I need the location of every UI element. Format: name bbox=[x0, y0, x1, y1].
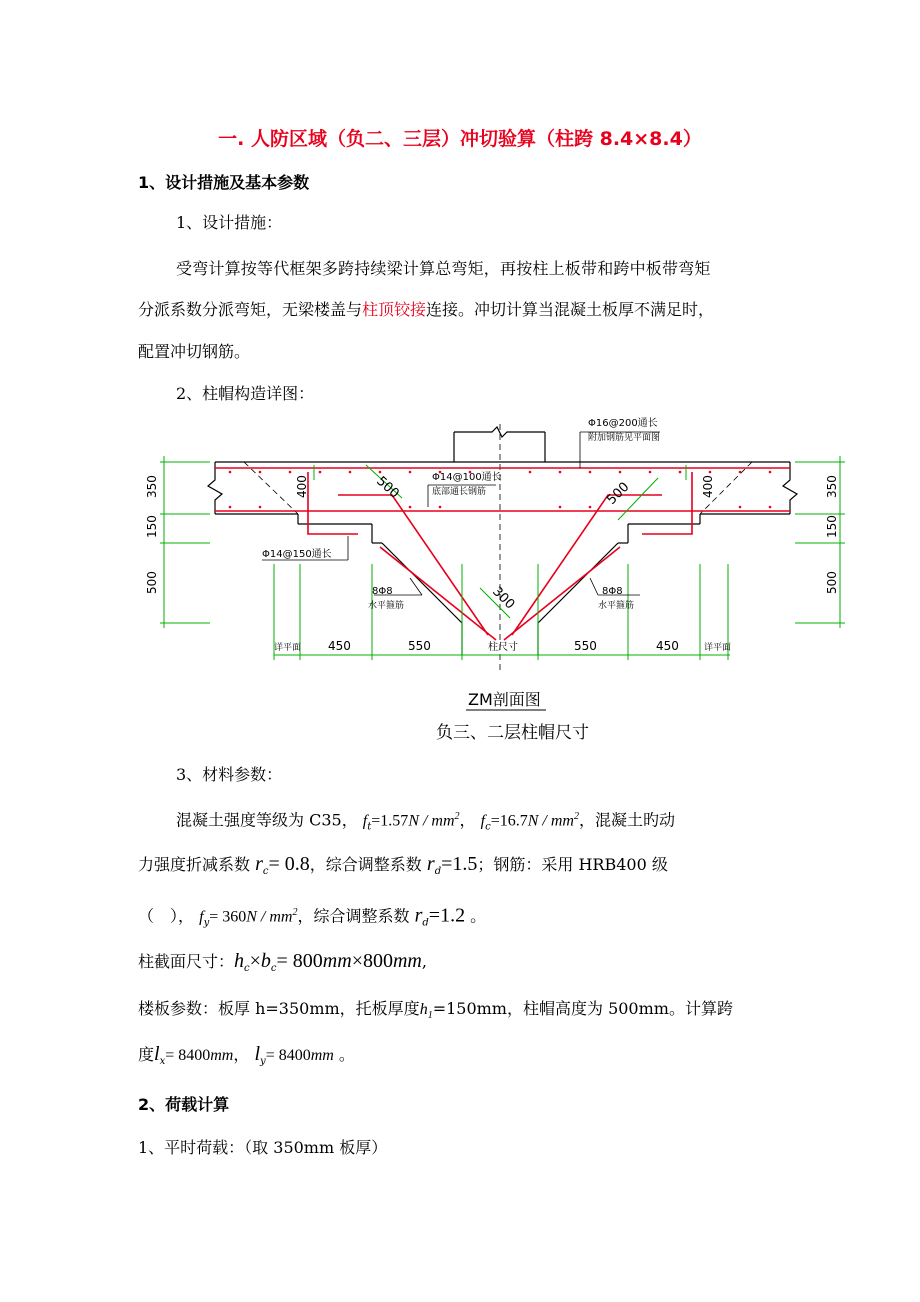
dimension-label: 详平面 bbox=[704, 643, 732, 653]
paragraph-line: 受弯计算按等代框架多跨持续梁计算总弯矩，再按柱上板带和跨中板带弯矩 bbox=[176, 259, 711, 278]
dimension-label: 400 bbox=[701, 475, 715, 498]
dimension-label: 350 bbox=[825, 475, 839, 498]
formula-line: （ ）， $f_y= 360N / mm^2$，综合调整系数 $r_d=1.2$ 。 bbox=[138, 904, 487, 929]
subheading-material: 3、材料参数： bbox=[176, 765, 283, 784]
rebar-note: 底部通长钢筋 bbox=[432, 487, 487, 497]
column-section-line: 柱截面尺寸：$h_c\times b_c= 800mm\times 800mm$, bbox=[138, 950, 427, 975]
dimension-label: 450 bbox=[656, 639, 679, 653]
stirrup-note: 水平箍筋 bbox=[598, 601, 635, 611]
dimension-label: 300 bbox=[489, 584, 518, 613]
drawing-caption: ZM剖面图 bbox=[468, 690, 541, 709]
dimension-label: 450 bbox=[328, 639, 351, 653]
dimension-label: 柱尺寸 bbox=[488, 642, 518, 653]
rebar-label: Φ16@200通长 bbox=[588, 418, 658, 429]
rebar-label: Φ14@100通长 bbox=[432, 472, 502, 483]
dimension-label: 500 bbox=[145, 571, 159, 594]
stirrup-note: 水平箍筋 bbox=[368, 601, 405, 611]
stirrup-label: 8Φ8 bbox=[372, 586, 393, 597]
formula-line: 混凝土强度等级为 C35， $f_t=1.57N / mm^2$， $f_c=16.7N / mm^2$，混凝土旳动 bbox=[176, 810, 675, 833]
paragraph-line: 分派系数分派弯矩，无梁楼盖与柱顶铰接连接。冲切计算当混凝土板厚不满足时， bbox=[138, 300, 715, 319]
stirrup-label: 8Φ8 bbox=[602, 586, 623, 597]
dimension-label: 150 bbox=[145, 515, 159, 538]
rebar-note: 附加钢筋见平面图 bbox=[588, 433, 661, 443]
dimension-label: 550 bbox=[574, 639, 597, 653]
formula-line: 力强度折减系数 $r_c= 0.8$，综合调整系数 $r_d=1.5$；钢筋：采用 HRB400 级 bbox=[138, 853, 668, 878]
span-line: 度$l_x= 8400mm$， $l_y= 8400mm$ 。 bbox=[138, 1043, 355, 1068]
dimension-label: 350 bbox=[145, 475, 159, 498]
dimension-label: 500 bbox=[604, 479, 633, 508]
dimension-label: 150 bbox=[825, 515, 839, 538]
rebar-label: Φ14@150通长 bbox=[262, 549, 332, 560]
section-heading-2: 2、荷载计算 bbox=[138, 1095, 230, 1114]
dimension-label: 550 bbox=[408, 639, 431, 653]
subheading-column-cap: 2、柱帽构造详图： bbox=[176, 384, 315, 403]
slab-params-line: 楼板参数：板厚 h=350mm，托板厚度$h_1=150mm$，柱帽高度为 500mm。计算跨 bbox=[138, 999, 733, 1022]
drawing-subcaption: 负三、二层柱帽尺寸 bbox=[436, 723, 589, 743]
subheading-design-measures: 1、设计措施： bbox=[176, 213, 283, 232]
section-heading-1: 1、设计措施及基本参数 bbox=[138, 173, 310, 192]
dimension-label: 500 bbox=[825, 571, 839, 594]
page-title: 一. 人防区域（负二、三层）冲切验算（柱跨 8.4×8.4） bbox=[218, 128, 702, 150]
dimension-label: 400 bbox=[295, 475, 309, 498]
dimension-label: 详平面 bbox=[274, 643, 302, 653]
highlight-text: 柱顶铰接 bbox=[362, 300, 427, 319]
subheading-load: 1、平时荷载：（取 350mm 板厚） bbox=[138, 1138, 388, 1157]
column-cap-section-drawing bbox=[140, 410, 860, 755]
paragraph-line: 配置冲切钢筋。 bbox=[138, 342, 251, 361]
dimension-label: 500 bbox=[373, 473, 402, 502]
